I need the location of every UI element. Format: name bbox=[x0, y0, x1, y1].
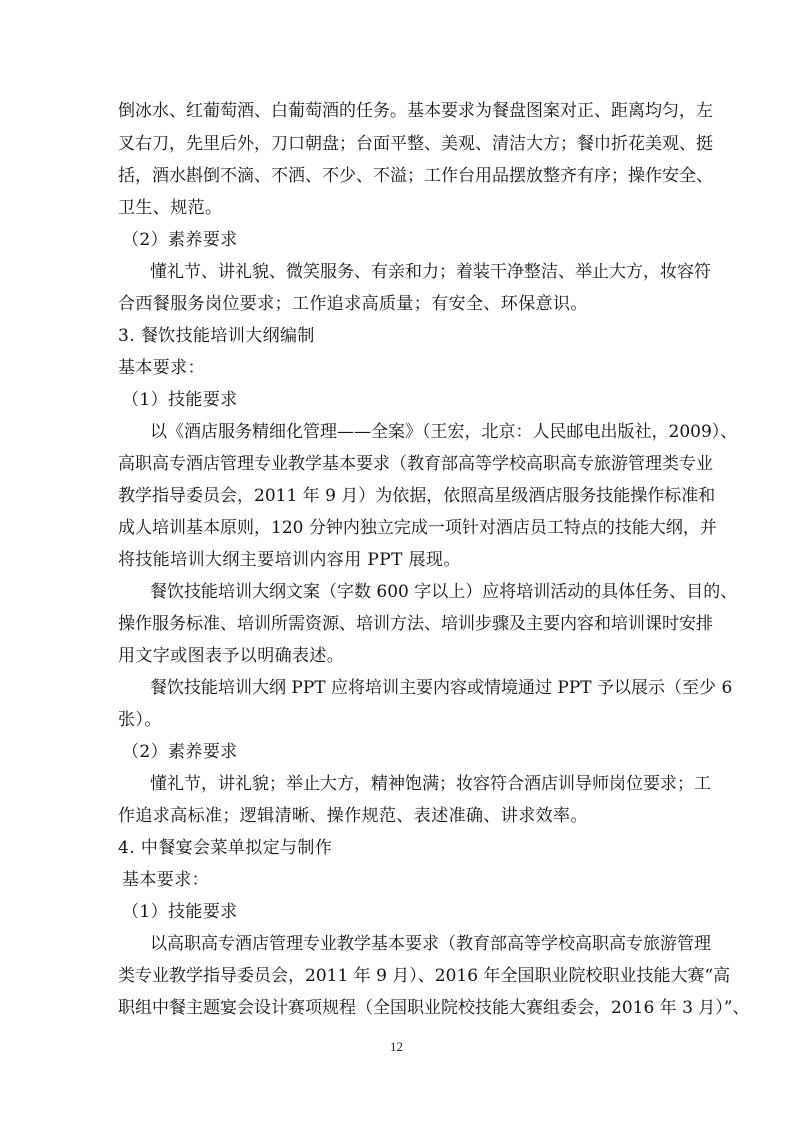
paragraph-line: 卫生、规范。 bbox=[118, 198, 223, 218]
paragraph-line: 以《酒店服务精细化管理——全案》（王宏，北京：人民邮电出版社，2009）、 bbox=[150, 422, 738, 442]
paragraph-line: 成人培训基本原则，120 分钟内独立完成一项针对酒店员工特点的技能大纲，并 bbox=[118, 518, 717, 538]
paragraph-line: 餐饮技能培训大纲 PPT 应将培训主要内容或情境通过 PPT 予以展示（至少 6 bbox=[150, 678, 733, 698]
section-heading: 3. 餐饮技能培训大纲编制 bbox=[118, 326, 315, 346]
paragraph-line: 将技能培训大纲主要培训内容用 PPT 展现。 bbox=[118, 550, 461, 570]
page-number: 12 bbox=[390, 1039, 403, 1054]
subheading: （2）素养要求 bbox=[122, 230, 238, 250]
label-basic-requirements: 基本要求： bbox=[118, 358, 205, 378]
paragraph-line: 懂礼节，讲礼貌；举止大方，精神饱满；妆容符合酒店训导师岗位要求；工 bbox=[150, 774, 711, 794]
paragraph-line: 高职高专酒店管理专业教学基本要求（教育部高等学校高职高专旅游管理类专业 bbox=[118, 454, 713, 474]
paragraph-line: 括，酒水斟倒不滴、不洒、不少、不溢；工作台用品摆放整齐有序；操作安全、 bbox=[118, 166, 713, 186]
paragraph-line: 懂礼节、讲礼貌、微笑服务、有亲和力；着装干净整洁、举止大方，妆容符 bbox=[150, 262, 711, 282]
subheading: （2）素养要求 bbox=[122, 742, 238, 762]
paragraph-line: 类专业教学指导委员会，2011 年 9 月）、2016 年全国职业院校职业技能大赛“高 bbox=[118, 966, 731, 986]
paragraph-line: 合西餐服务岗位要求；工作追求高质量；有安全、环保意识。 bbox=[118, 294, 588, 314]
section-heading: 4. 中餐宴会菜单拟定与制作 bbox=[118, 838, 333, 858]
paragraph-line: 职组中餐主题宴会设计赛项规程（全国职业院校技能大赛组委会，2016 年 3 月）”、 bbox=[118, 998, 750, 1018]
paragraph-line: 餐饮技能培训大纲文案（字数 600 字以上）应将培训活动的具体任务、目的、 bbox=[150, 582, 738, 602]
paragraph-line: 用文字或图表予以明确表述。 bbox=[118, 646, 345, 666]
paragraph-line: 倒冰水、红葡萄酒、白葡萄酒的任务。基本要求为餐盘图案对正、距离均匀，左 bbox=[118, 101, 713, 121]
label-basic-requirements: 基本要求： bbox=[122, 870, 209, 890]
paragraph-line: 叉右刀，先里后外，刀口朝盘；台面平整、美观、清洁大方；餐巾折花美观、挺 bbox=[118, 134, 713, 154]
paragraph-line: 作追求高标准；逻辑清晰、操作规范、表述准确、讲求效率。 bbox=[118, 806, 588, 826]
paragraph-line: 教学指导委员会，2011 年 9 月）为依据，依照高星级酒店服务技能操作标准和 bbox=[118, 486, 716, 506]
paragraph-line: 张）。 bbox=[118, 710, 162, 730]
subheading: （1）技能要求 bbox=[122, 902, 238, 922]
subheading: （1）技能要求 bbox=[122, 390, 238, 410]
paragraph-line: 操作服务标准、培训所需资源、培训方法、培训步骤及主要内容和培训课时安排 bbox=[118, 614, 713, 634]
paragraph-line: 以高职高专酒店管理专业教学基本要求（教育部高等学校高职高专旅游管理 bbox=[150, 934, 711, 954]
